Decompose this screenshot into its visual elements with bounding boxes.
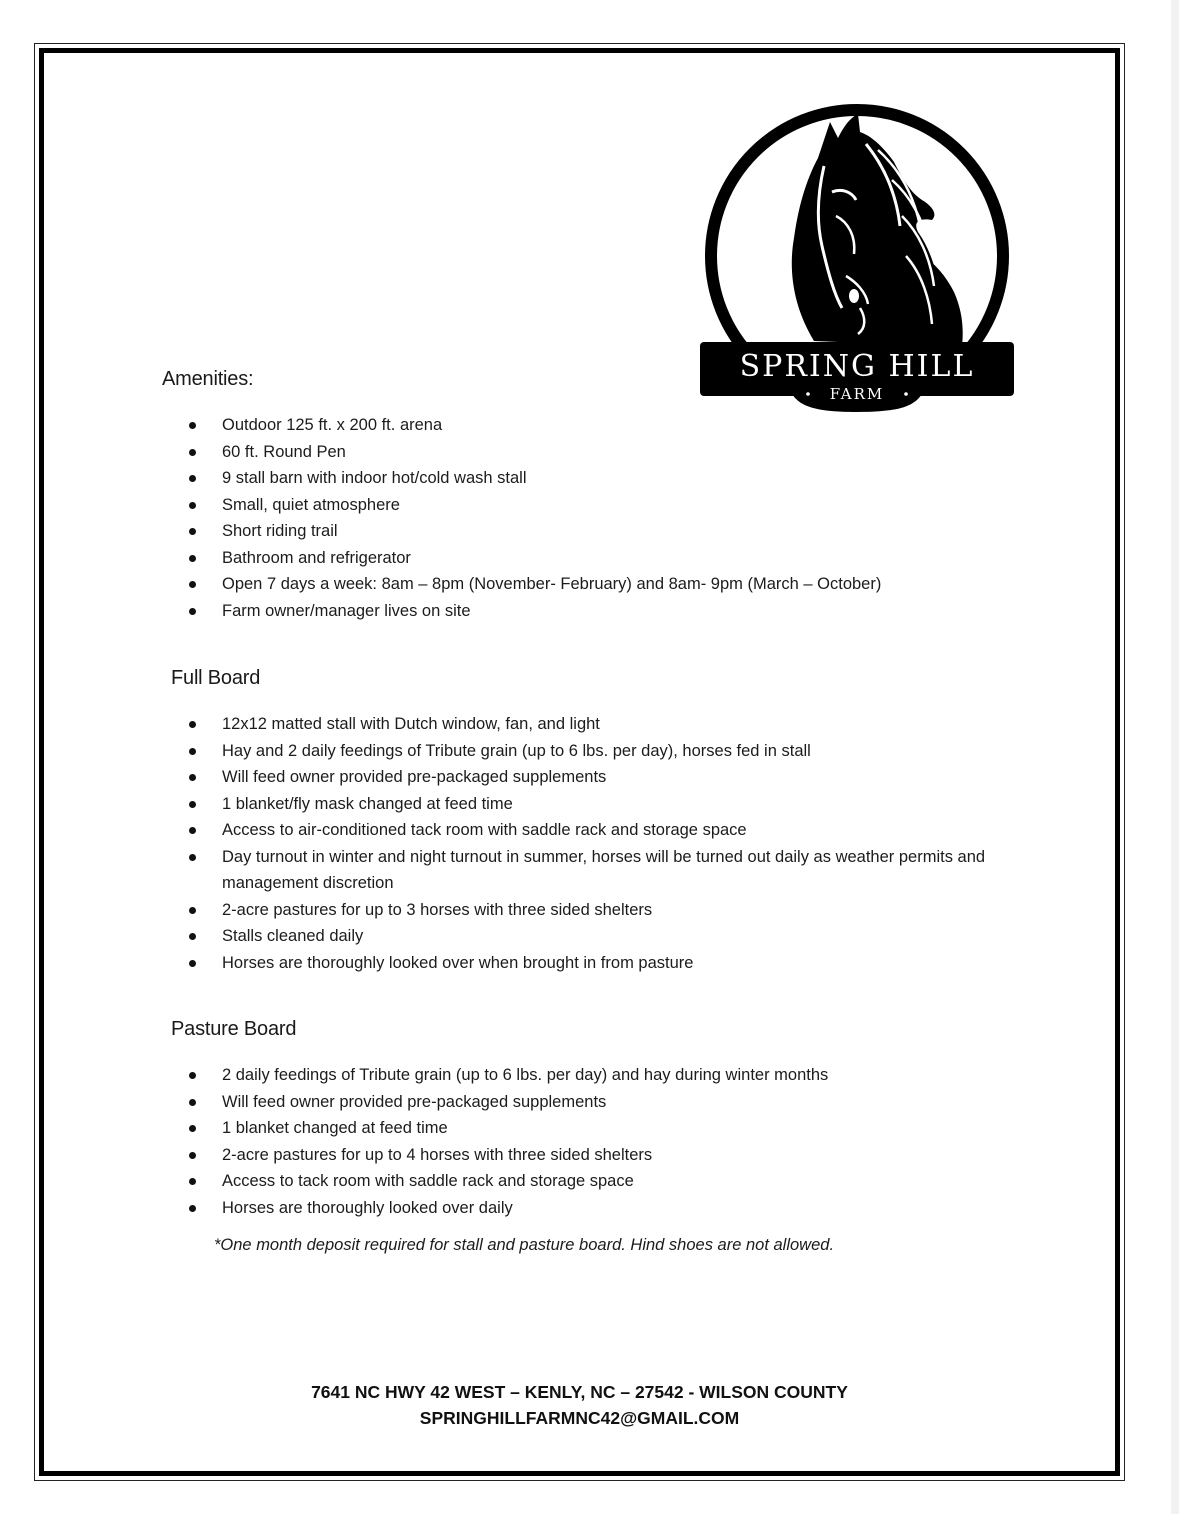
- list-item: Will feed owner provided pre-packaged supplements: [170, 1089, 1030, 1116]
- list-item: 2 daily feedings of Tribute grain (up to 6 lbs. per day) and hay during winter months: [170, 1062, 1030, 1089]
- list-item: Hay and 2 daily feedings of Tribute grain (up to 6 lbs. per day), horses fed in stall: [170, 738, 1030, 765]
- list-item: Horses are thoroughly looked over daily: [170, 1195, 1030, 1222]
- list-item: Stalls cleaned daily: [170, 923, 1030, 950]
- list-item: 12x12 matted stall with Dutch window, fan, and light: [170, 711, 1030, 738]
- list-item: Bathroom and refrigerator: [170, 545, 1030, 572]
- list-item: 9 stall barn with indoor hot/cold wash stall: [170, 465, 1030, 492]
- pasture-board-list: [170, 1062, 1030, 1221]
- svg-text:FARM: FARM: [829, 385, 885, 403]
- page-edge: [1171, 0, 1179, 1514]
- list-item: Will feed owner provided pre-packaged supplements: [170, 764, 1030, 791]
- list-item: Open 7 days a week: 8am – 8pm (November- February) and 8am- 9pm (March – October): [170, 571, 1030, 598]
- full-board-heading: Full Board: [171, 667, 261, 689]
- list-item: Horses are thoroughly looked over when brought in from pasture: [170, 950, 1030, 977]
- full-board-section: [171, 667, 260, 690]
- list-item: Small, quiet atmosphere: [170, 492, 1030, 519]
- list-item: Short riding trail: [170, 518, 1030, 545]
- svg-text:SPRING HILL: SPRING HILL: [739, 349, 975, 384]
- list-item: 1 blanket changed at feed time: [170, 1115, 1030, 1142]
- deposit-note: *One month deposit required for stall and pasture board. Hind shoes are not allowed.: [214, 1236, 835, 1254]
- amenities-section: [162, 368, 253, 391]
- list-item: Day turnout in winter and night turnout in summer, horses will be turned out daily as weather permits and management discretion: [170, 844, 1030, 897]
- footer-email[interactable]: SPRINGHILLFARMNC42@GMAIL.COM: [419, 1408, 740, 1428]
- amenities-list: [170, 412, 1030, 624]
- list-item: Farm owner/manager lives on site: [170, 598, 1030, 625]
- list-item: Access to tack room with saddle rack and storage space: [170, 1168, 1030, 1195]
- list-item: 2-acre pastures for up to 3 horses with three sided shelters: [170, 897, 1030, 924]
- full-board-list: [170, 711, 1030, 976]
- pasture-board-section: [171, 1018, 296, 1041]
- amenities-heading: Amenities:: [162, 368, 254, 390]
- horse-head-icon: [792, 114, 963, 346]
- footer-address: 7641 NC HWY 42 WEST – KENLY, NC – 27542 - WILSON COUNTY: [311, 1382, 848, 1402]
- list-item: Access to air-conditioned tack room with saddle rack and storage space: [170, 817, 1030, 844]
- list-item: 60 ft. Round Pen: [170, 439, 1030, 466]
- list-item: 2-acre pastures for up to 4 horses with three sided shelters: [170, 1142, 1030, 1169]
- list-item: 1 blanket/fly mask changed at feed time: [170, 791, 1030, 818]
- horse-head-logo-icon: [696, 96, 1018, 412]
- pasture-board-heading: Pasture Board: [171, 1018, 297, 1040]
- list-item: Outdoor 125 ft. x 200 ft. arena: [170, 412, 1030, 439]
